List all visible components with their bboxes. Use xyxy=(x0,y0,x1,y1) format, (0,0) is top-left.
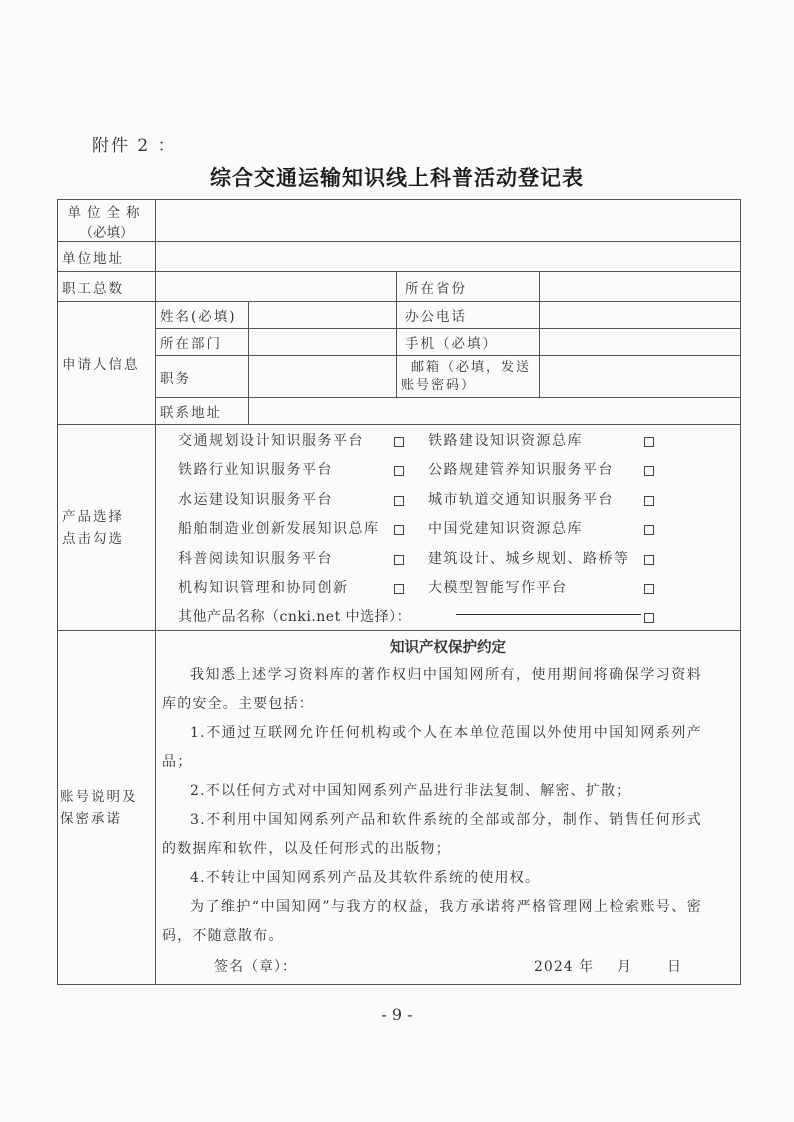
required-note: （必填） xyxy=(79,224,134,241)
product-checkbox[interactable] xyxy=(644,525,654,535)
office-phone-label: 办公电话 xyxy=(397,302,540,329)
row-applicant-position xyxy=(58,356,741,398)
agreement-item: 3.不利用中国知网系列产品和软件系统的全部或部分，制作、销售任何形式的数据库和软件，以及任何形式的出版物； xyxy=(162,812,702,857)
agreement-label-line2: 保密承诺 xyxy=(60,810,122,827)
product-label: 科普阅读知识服务平台 xyxy=(178,551,333,567)
attachment-label: 附件 2 ： xyxy=(92,136,177,156)
product-label: 中国党建知识资源总库 xyxy=(428,521,583,537)
product-checkbox[interactable] xyxy=(394,555,404,565)
department-label: 所在部门 xyxy=(156,329,249,356)
row-unit-address xyxy=(58,242,741,272)
form-title: 综合交通运输知识线上科普活动登记表 xyxy=(210,165,584,190)
product-checkbox[interactable] xyxy=(394,584,404,594)
agreement-item: 4.不转让中国知网系列产品及其软件系统的使用权。 xyxy=(190,870,541,886)
agreement-closing: 为了维护“中国知网”与我方的权益，我方承诺将严格管理网上检索账号、密码，不随意散布。 xyxy=(162,899,702,944)
staff-total-label: 职工总数 xyxy=(58,272,156,302)
province-input[interactable] xyxy=(540,272,741,302)
product-checkbox[interactable] xyxy=(644,555,654,565)
row-staff-province xyxy=(58,272,741,302)
unit-address-input[interactable] xyxy=(156,242,741,272)
other-product-label: 其他产品名称（cnki.net 中选择）： xyxy=(178,609,412,625)
row-applicant-dept xyxy=(58,329,741,356)
agreement-item: 2.不以任何方式对中国知网系列产品进行非法复制、解密、扩散； xyxy=(190,783,632,799)
row-contact-address xyxy=(58,398,741,425)
product-checkbox[interactable] xyxy=(644,496,654,506)
product-label-line1: 产品选择 xyxy=(62,508,124,525)
agreement-box xyxy=(156,631,740,984)
product-select-cell xyxy=(156,425,741,631)
product-label-line2: 点击勾选 xyxy=(62,530,124,547)
agreement-item: 1.不通过互联网允许任何机构或个人在本单位范围以外使用中国知网系列产品； xyxy=(162,725,702,770)
signature-label: 签名（章）： xyxy=(214,959,297,975)
applicant-section-label: 申请人信息 xyxy=(58,302,156,425)
product-checkbox[interactable] xyxy=(644,437,654,447)
row-applicant-name xyxy=(58,302,741,329)
product-label: 水运建设知识服务平台 xyxy=(178,492,333,508)
agreement-label-line1: 账号说明及 xyxy=(60,788,138,805)
product-checkbox[interactable] xyxy=(394,466,404,476)
position-label: 职务 xyxy=(156,356,249,398)
product-label: 铁路行业知识服务平台 xyxy=(178,462,333,478)
sign-month: 月 xyxy=(617,959,632,975)
page-number: - 9 - xyxy=(381,1005,413,1024)
sign-year: 2024 年 xyxy=(534,959,595,975)
product-label: 城市轨道交通知识服务平台 xyxy=(428,492,614,508)
applicant-name-input[interactable] xyxy=(249,302,397,329)
registration-form xyxy=(57,199,741,985)
province-label: 所在省份 xyxy=(397,272,540,302)
product-checkbox[interactable] xyxy=(394,437,404,447)
product-label: 大模型智能写作平台 xyxy=(428,580,568,596)
product-checkbox[interactable] xyxy=(394,525,404,535)
agreement-intro: 我知悉上述学习资料库的著作权归中国知网所有，使用期间将确保学习资料库的安全。主要包括： xyxy=(162,667,702,712)
contact-address-input[interactable] xyxy=(249,398,741,425)
email-label-line1: 邮箱（必填，发送 xyxy=(411,359,532,375)
agreement-cell xyxy=(156,631,741,985)
product-label: 机构知识管理和协同创新 xyxy=(178,580,349,596)
unit-name-input[interactable] xyxy=(156,200,741,242)
email-input[interactable] xyxy=(540,356,741,398)
email-label-line2: 账号密码） xyxy=(401,377,477,393)
row-agreement xyxy=(58,631,741,985)
row-unit-name xyxy=(58,200,741,242)
contact-address-label: 联系地址 xyxy=(156,398,249,425)
mobile-label: 手机（必填） xyxy=(397,329,540,356)
product-label: 公路规建管养知识服务平台 xyxy=(428,462,614,478)
applicant-name-label: 姓名(必填) xyxy=(156,302,249,329)
unit-name-label: 单位全称 xyxy=(67,204,146,221)
product-checkbox[interactable] xyxy=(644,584,654,594)
row-products xyxy=(58,425,741,631)
product-checkbox[interactable] xyxy=(644,466,654,476)
position-input[interactable] xyxy=(249,356,397,398)
product-label: 建筑设计、城乡规划、路桥等 xyxy=(428,551,630,567)
product-label: 船舶制造业创新发展知识总库 xyxy=(178,521,380,537)
unit-name-label-cell xyxy=(58,200,156,242)
department-input[interactable] xyxy=(249,329,397,356)
staff-total-input[interactable] xyxy=(156,272,397,302)
product-label: 铁路建设知识资源总库 xyxy=(428,433,583,449)
product-section-label xyxy=(58,425,156,631)
mobile-input[interactable] xyxy=(540,329,741,356)
product-checkbox[interactable] xyxy=(394,496,404,506)
agreement-title: 知识产权保护约定 xyxy=(390,639,506,656)
product-label: 交通规划设计知识服务平台 xyxy=(178,433,364,449)
office-phone-input[interactable] xyxy=(540,302,741,329)
unit-address-label: 单位地址 xyxy=(58,242,156,272)
other-product-input[interactable] xyxy=(456,614,641,615)
product-grid xyxy=(156,425,740,630)
email-label xyxy=(397,356,540,398)
agreement-section-label xyxy=(58,631,156,985)
other-product-checkbox[interactable] xyxy=(644,613,654,623)
sign-day: 日 xyxy=(667,959,682,975)
